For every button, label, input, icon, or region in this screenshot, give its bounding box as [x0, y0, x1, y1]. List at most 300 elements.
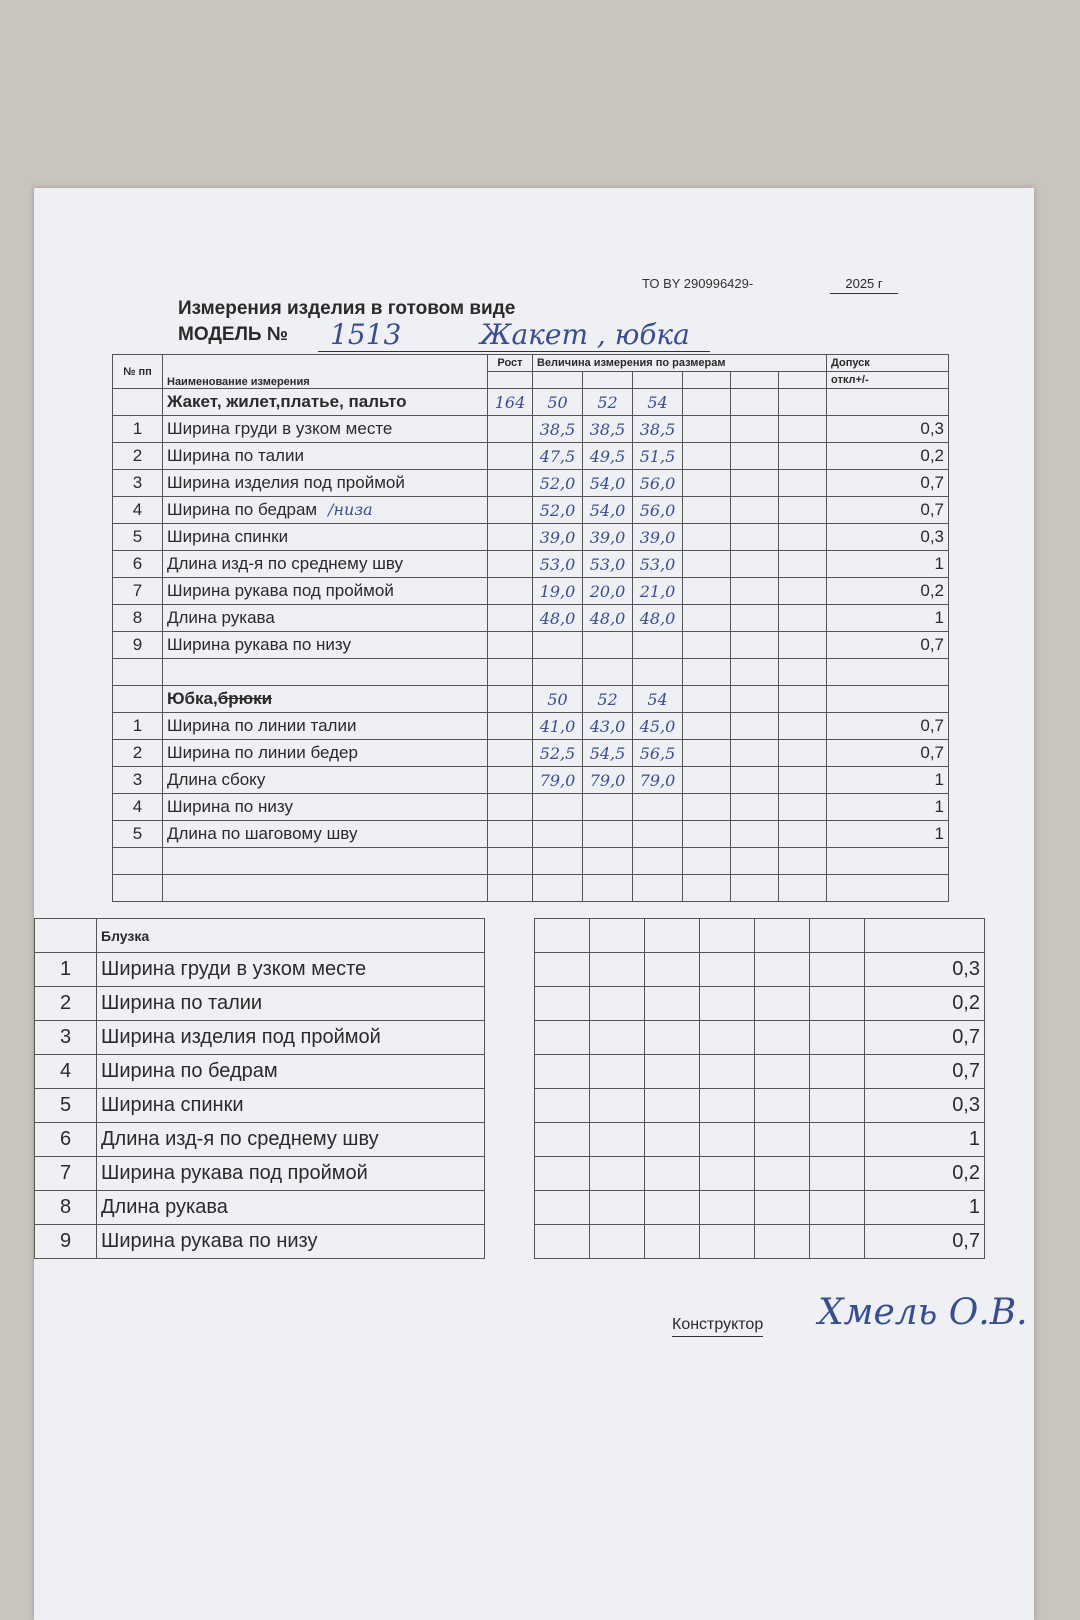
- size-value: 54: [633, 389, 683, 416]
- gap-cell: [485, 953, 535, 987]
- height-cell: [488, 605, 533, 632]
- empty-cell: [731, 497, 779, 524]
- size-measurement: [583, 821, 633, 848]
- tolerance-value: 0,3: [827, 524, 949, 551]
- height-cell: [488, 821, 533, 848]
- empty-cell: [827, 686, 949, 713]
- tolerance-value: 1: [827, 794, 949, 821]
- header-num: № пп: [113, 355, 163, 389]
- empty-cell: [700, 1225, 755, 1259]
- empty-cell: [810, 1191, 865, 1225]
- size-measurement: 54,5: [583, 740, 633, 767]
- empty-cell: [583, 659, 633, 686]
- measurement-row: [113, 713, 949, 740]
- size-measurement: 38,5: [583, 416, 633, 443]
- section-row-skirt: [113, 686, 949, 713]
- measurement-row: [113, 767, 949, 794]
- size-measurement: [633, 632, 683, 659]
- row-number: 3: [113, 767, 163, 794]
- empty-cell: [865, 919, 985, 953]
- empty-cell: [683, 659, 731, 686]
- measurement-name: [163, 578, 488, 605]
- measurement-name-text: Длина изд-я по среднему шву: [167, 554, 403, 573]
- measurement-name: [163, 416, 488, 443]
- tolerance-value: 0,2: [827, 443, 949, 470]
- measurement-name: Длина изд-я по среднему шву: [97, 1123, 485, 1157]
- measurement-row: [113, 605, 949, 632]
- row-number: 4: [113, 794, 163, 821]
- blouse-row: [35, 953, 985, 987]
- measurement-row: [113, 524, 949, 551]
- size-measurement: 54,0: [583, 470, 633, 497]
- blouse-row: [35, 1021, 985, 1055]
- empty-cell: [683, 767, 731, 794]
- section-title-blouse: Блузка: [97, 919, 485, 953]
- empty-cell: [113, 848, 163, 875]
- measurement-name: [163, 713, 488, 740]
- gap-cell: [485, 1225, 535, 1259]
- empty-cell: [590, 1191, 645, 1225]
- size-value: 50: [533, 389, 583, 416]
- measurement-row: [113, 551, 949, 578]
- empty-cell: [683, 632, 731, 659]
- empty-cell: [779, 794, 827, 821]
- empty-cell: [731, 821, 779, 848]
- empty-cell: [633, 875, 683, 902]
- empty-cell: [755, 1055, 810, 1089]
- measurement-name-text: Ширина спинки: [167, 527, 289, 546]
- empty-cell: [488, 875, 533, 902]
- empty-cell: [535, 1157, 590, 1191]
- empty-cell: [645, 953, 700, 987]
- row-number: 6: [113, 551, 163, 578]
- size-measurement: 21,0: [633, 578, 683, 605]
- measurement-name: [163, 632, 488, 659]
- empty-cell: [731, 443, 779, 470]
- size-measurement: 38,5: [633, 416, 683, 443]
- empty-cell: [535, 953, 590, 987]
- section-title-skirt-a: Юбка,: [167, 689, 218, 708]
- tolerance-value: 1: [865, 1123, 985, 1157]
- empty-cell: [700, 1021, 755, 1055]
- row-number: 9: [113, 632, 163, 659]
- gap-cell: [485, 1191, 535, 1225]
- document-year: 2025 г: [830, 276, 898, 294]
- size-measurement: 38,5: [533, 416, 583, 443]
- empty-cell: [683, 416, 731, 443]
- empty-cell: [700, 1123, 755, 1157]
- blouse-row: [35, 1123, 985, 1157]
- size-measurement: 20,0: [583, 578, 633, 605]
- measurement-row: [113, 416, 949, 443]
- empty-cell: [535, 1021, 590, 1055]
- empty-cell: [113, 659, 163, 686]
- empty-cell: [731, 848, 779, 875]
- measurement-name: [163, 794, 488, 821]
- size-value: 52: [583, 686, 633, 713]
- measurement-name-text: Ширина по линии бедер: [167, 743, 358, 762]
- size-measurement: 39,0: [633, 524, 683, 551]
- empty-cell: [700, 1089, 755, 1123]
- row-number: 3: [35, 1021, 97, 1055]
- empty-cell: [731, 632, 779, 659]
- size-measurement: 39,0: [583, 524, 633, 551]
- empty-cell: [683, 821, 731, 848]
- measurement-name-text: Ширина по бедрам: [167, 500, 318, 519]
- measurement-name: Ширина по бедрам: [97, 1055, 485, 1089]
- measurement-name: [163, 740, 488, 767]
- model-number-handwritten: 1513: [330, 318, 402, 351]
- measurement-name: [163, 470, 488, 497]
- size-value: 52: [583, 389, 633, 416]
- measurement-name-text: Ширина по низу: [167, 797, 293, 816]
- size-measurement: 45,0: [633, 713, 683, 740]
- empty-cell: [731, 470, 779, 497]
- empty-cell: [700, 1157, 755, 1191]
- row-number: 8: [35, 1191, 97, 1225]
- size-measurement: 53,0: [533, 551, 583, 578]
- size-measurement: 52,0: [533, 470, 583, 497]
- empty-cell: [755, 953, 810, 987]
- row-number: 2: [113, 740, 163, 767]
- row-number: 5: [113, 524, 163, 551]
- header-tolerance-2: откл+/-: [827, 372, 949, 389]
- tolerance-value: 0,7: [827, 470, 949, 497]
- measurement-name: Ширина рукава по низу: [97, 1225, 485, 1259]
- size-measurement: [583, 632, 633, 659]
- row-number: 5: [35, 1089, 97, 1123]
- measurement-name: Ширина рукава под проймой: [97, 1157, 485, 1191]
- empty-cell: [827, 875, 949, 902]
- empty-cell: [533, 848, 583, 875]
- empty-cell: [163, 659, 488, 686]
- header-cell-empty: [683, 372, 731, 389]
- empty-cell: [590, 1123, 645, 1157]
- row-number: 2: [113, 443, 163, 470]
- header-tolerance: Допуск: [827, 355, 949, 372]
- empty-cell: [488, 848, 533, 875]
- row-number: 7: [113, 578, 163, 605]
- row-number: 5: [113, 821, 163, 848]
- measurement-name-text: Длина рукава: [167, 608, 275, 627]
- empty-cell: [645, 1123, 700, 1157]
- size-measurement: 53,0: [633, 551, 683, 578]
- empty-cell: [645, 919, 700, 953]
- header-sizes: Величина измерения по размерам: [533, 355, 827, 372]
- header-cell-empty: [633, 372, 683, 389]
- gap-cell: [485, 1089, 535, 1123]
- measurement-name: Длина рукава: [97, 1191, 485, 1225]
- empty-cell: [810, 1157, 865, 1191]
- constructor-label: Конструктор: [672, 1316, 763, 1337]
- row-number: 4: [113, 497, 163, 524]
- empty-cell: [731, 578, 779, 605]
- measurement-name: Ширина по талии: [97, 987, 485, 1021]
- empty-cell: [755, 1123, 810, 1157]
- tolerance-value: 0,7: [827, 497, 949, 524]
- empty-cell: [731, 713, 779, 740]
- row-number: 8: [113, 605, 163, 632]
- empty-row: [113, 848, 949, 875]
- empty-cell: [535, 1089, 590, 1123]
- tolerance-value: 0,7: [865, 1225, 985, 1259]
- handwritten-note: /низа: [328, 500, 373, 519]
- empty-cell: [583, 875, 633, 902]
- size-measurement: 54,0: [583, 497, 633, 524]
- size-measurement: 43,0: [583, 713, 633, 740]
- height-cell: [488, 767, 533, 794]
- empty-cell: [683, 875, 731, 902]
- blouse-table: [34, 918, 985, 1259]
- measurements-table: [112, 354, 949, 902]
- measurement-name: [163, 524, 488, 551]
- empty-cell: [731, 875, 779, 902]
- empty-cell: [683, 497, 731, 524]
- section-num-empty: [35, 919, 97, 953]
- empty-cell: [755, 1021, 810, 1055]
- size-measurement: [533, 632, 583, 659]
- empty-cell: [779, 821, 827, 848]
- blouse-row: [35, 1191, 985, 1225]
- measurement-name-text: Длина сбоку: [167, 770, 266, 789]
- empty-cell: [779, 686, 827, 713]
- model-underline: [318, 351, 710, 352]
- size-measurement: 56,0: [633, 497, 683, 524]
- empty-cell: [700, 919, 755, 953]
- tolerance-value: 0,7: [827, 632, 949, 659]
- header-cell-empty: [533, 372, 583, 389]
- size-measurement: 56,5: [633, 740, 683, 767]
- empty-cell: [810, 919, 865, 953]
- empty-cell: [779, 605, 827, 632]
- header-height: Рост: [488, 355, 533, 372]
- empty-row: [113, 875, 949, 902]
- measurement-name-text: Ширина рукава под проймой: [167, 581, 394, 600]
- height-cell: [488, 497, 533, 524]
- size-measurement: [633, 794, 683, 821]
- blouse-row: [35, 1225, 985, 1259]
- empty-cell: [533, 659, 583, 686]
- height-cell: [488, 443, 533, 470]
- empty-cell: [731, 659, 779, 686]
- empty-cell: [731, 416, 779, 443]
- height-cell: [488, 632, 533, 659]
- measurement-name-text: Ширина изделия под проймой: [167, 473, 405, 492]
- gap-cell: [485, 1021, 535, 1055]
- header-cell-empty: [779, 372, 827, 389]
- constructor-signature: Хмель О.В.: [818, 1292, 1028, 1333]
- empty-cell: [731, 740, 779, 767]
- empty-cell: [590, 1021, 645, 1055]
- empty-cell: [683, 794, 731, 821]
- empty-cell: [683, 443, 731, 470]
- empty-cell: [827, 659, 949, 686]
- empty-cell: [779, 524, 827, 551]
- empty-cell: [810, 1225, 865, 1259]
- tolerance-value: 0,2: [865, 987, 985, 1021]
- empty-cell: [683, 389, 731, 416]
- header-row: [113, 355, 949, 372]
- header-cell-empty: [583, 372, 633, 389]
- empty-cell: [163, 875, 488, 902]
- empty-cell: [731, 794, 779, 821]
- size-measurement: 39,0: [533, 524, 583, 551]
- empty-cell: [827, 848, 949, 875]
- empty-cell: [583, 848, 633, 875]
- empty-cell: [779, 767, 827, 794]
- empty-cell: [590, 1157, 645, 1191]
- blouse-row: [35, 987, 985, 1021]
- header-cell-empty: [488, 372, 533, 389]
- measurement-name: [163, 767, 488, 794]
- empty-cell: [535, 1225, 590, 1259]
- empty-cell: [755, 1089, 810, 1123]
- empty-cell: [779, 713, 827, 740]
- empty-cell: [533, 875, 583, 902]
- measurement-row: [113, 443, 949, 470]
- size-measurement: 52,0: [533, 497, 583, 524]
- empty-cell: [810, 1123, 865, 1157]
- tolerance-value: 1: [865, 1191, 985, 1225]
- size-measurement: [533, 794, 583, 821]
- empty-cell: [645, 1225, 700, 1259]
- empty-cell: [645, 987, 700, 1021]
- measurement-name-text: Ширина рукава по низу: [167, 635, 352, 654]
- gap-cell: [485, 919, 535, 953]
- height-value: 164: [488, 389, 533, 416]
- tolerance-value: 0,3: [865, 953, 985, 987]
- empty-cell: [731, 767, 779, 794]
- measurement-row: [113, 578, 949, 605]
- measurement-name: [163, 821, 488, 848]
- empty-cell: [731, 605, 779, 632]
- empty-cell: [633, 848, 683, 875]
- empty-cell: [755, 1225, 810, 1259]
- empty-cell: [535, 919, 590, 953]
- empty-cell: [683, 605, 731, 632]
- empty-cell: [810, 1055, 865, 1089]
- empty-cell: [779, 416, 827, 443]
- section-title-skirt: [163, 686, 488, 713]
- empty-cell: [683, 551, 731, 578]
- empty-cell: [535, 1055, 590, 1089]
- empty-cell: [163, 848, 488, 875]
- empty-cell: [731, 389, 779, 416]
- empty-cell: [779, 389, 827, 416]
- measurement-name: [163, 551, 488, 578]
- height-cell: [488, 794, 533, 821]
- empty-cell: [488, 659, 533, 686]
- empty-cell: [535, 1191, 590, 1225]
- standard-code: ТО BY 290996429-: [642, 276, 754, 291]
- measurement-row: [113, 632, 949, 659]
- height-cell: [488, 686, 533, 713]
- size-value: 54: [633, 686, 683, 713]
- empty-cell: [810, 1089, 865, 1123]
- measurement-name-text: Ширина груди в узком месте: [167, 419, 393, 438]
- section-num-empty: [113, 389, 163, 416]
- empty-cell: [779, 578, 827, 605]
- blouse-row: [35, 1157, 985, 1191]
- height-cell: [488, 551, 533, 578]
- empty-cell: [731, 551, 779, 578]
- measurement-name-text: Длина по шаговому шву: [167, 824, 358, 843]
- row-number: 1: [35, 953, 97, 987]
- measurement-row: [113, 470, 949, 497]
- size-measurement: [533, 821, 583, 848]
- empty-cell: [645, 1055, 700, 1089]
- measurement-name-text: Ширина по линии талии: [167, 716, 357, 735]
- empty-cell: [113, 875, 163, 902]
- row-number: 7: [35, 1157, 97, 1191]
- section-num-empty: [113, 686, 163, 713]
- size-measurement: [633, 821, 683, 848]
- row-number: 4: [35, 1055, 97, 1089]
- gap-cell: [485, 1055, 535, 1089]
- size-measurement: 52,5: [533, 740, 583, 767]
- empty-cell: [827, 389, 949, 416]
- empty-cell: [779, 659, 827, 686]
- empty-cell: [700, 987, 755, 1021]
- empty-cell: [645, 1021, 700, 1055]
- empty-cell: [683, 524, 731, 551]
- measurement-name: Ширина груди в узком месте: [97, 953, 485, 987]
- empty-cell: [810, 1021, 865, 1055]
- measurement-row: [113, 794, 949, 821]
- height-cell: [488, 713, 533, 740]
- row-number: 6: [35, 1123, 97, 1157]
- measurement-name: Ширина изделия под проймой: [97, 1021, 485, 1055]
- tolerance-value: 0,2: [827, 578, 949, 605]
- empty-cell: [683, 470, 731, 497]
- empty-cell: [700, 953, 755, 987]
- empty-cell: [633, 659, 683, 686]
- tolerance-value: 1: [827, 605, 949, 632]
- empty-cell: [590, 1089, 645, 1123]
- empty-cell: [779, 875, 827, 902]
- header-cell-empty: [731, 372, 779, 389]
- size-measurement: 49,5: [583, 443, 633, 470]
- gap-cell: [485, 1157, 535, 1191]
- measurement-name: Ширина спинки: [97, 1089, 485, 1123]
- height-cell: [488, 578, 533, 605]
- empty-cell: [755, 919, 810, 953]
- size-measurement: 48,0: [583, 605, 633, 632]
- size-measurement: 56,0: [633, 470, 683, 497]
- empty-cell: [590, 1225, 645, 1259]
- measurement-row: [113, 740, 949, 767]
- size-measurement: 48,0: [533, 605, 583, 632]
- size-measurement: 51,5: [633, 443, 683, 470]
- size-value: 50: [533, 686, 583, 713]
- empty-cell: [731, 524, 779, 551]
- size-measurement: 79,0: [533, 767, 583, 794]
- row-number: 2: [35, 987, 97, 1021]
- measurement-row: [113, 821, 949, 848]
- document-title: Измерения изделия в готовом виде: [178, 298, 516, 319]
- measurement-name: [163, 605, 488, 632]
- empty-cell: [590, 919, 645, 953]
- height-cell: [488, 524, 533, 551]
- section-row-blouse: [35, 919, 985, 953]
- empty-cell: [590, 1055, 645, 1089]
- empty-cell: [700, 1191, 755, 1225]
- empty-cell: [779, 470, 827, 497]
- height-cell: [488, 416, 533, 443]
- empty-cell: [779, 443, 827, 470]
- empty-cell: [779, 848, 827, 875]
- blouse-row: [35, 1055, 985, 1089]
